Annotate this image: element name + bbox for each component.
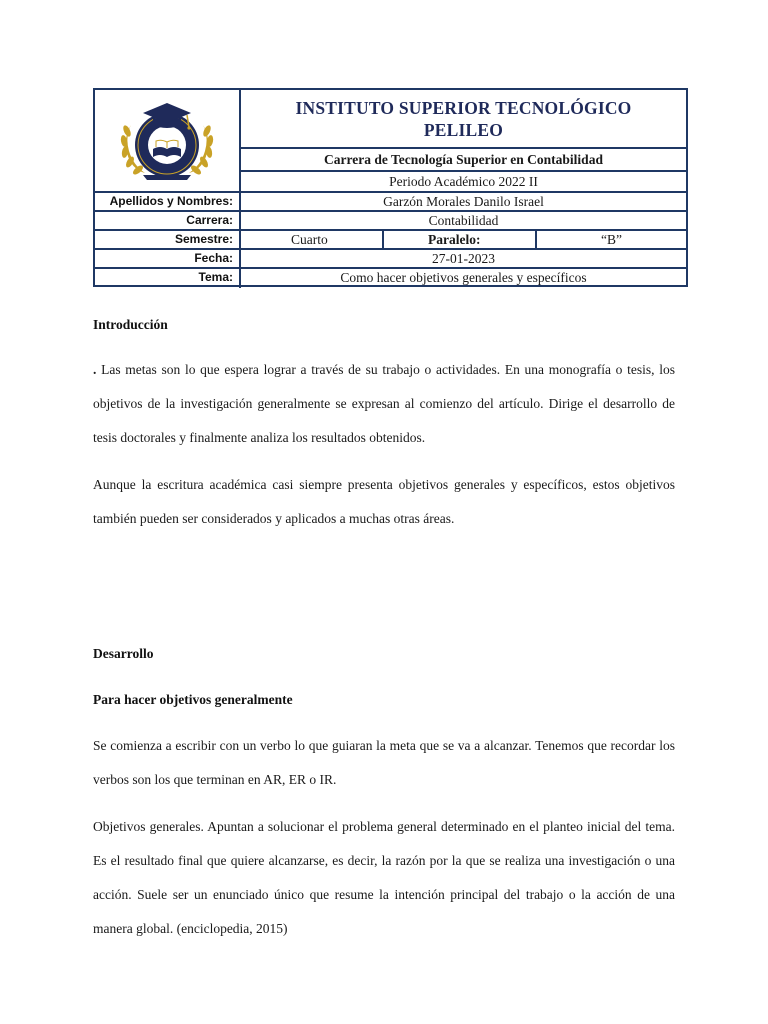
career-label: Carrera: xyxy=(95,212,241,229)
subsection-heading: Para hacer objetivos generalmente xyxy=(93,692,293,707)
row-career xyxy=(95,212,686,231)
development-paragraph-2: Objetivos generales. Apuntan a solucionar el problema general determinado en el planteo inicial del tema. Es el resultado final que quiere alcanzarse, es decir, la razón por la que se realiza una investigación o una acción. Suele ser un enunciado único que resume la intención principal del trabajo o la acción de una manera global. (enciclopedia, 2015) xyxy=(93,819,675,936)
semester-value: Cuarto xyxy=(241,231,384,248)
institute-logo xyxy=(113,95,221,187)
intro-paragraph-2: Aunque la escritura académica casi siempre presenta objetivos generales y específicos, estos objetivos también pueden ser considerados y aplicados a muchas otras áreas. xyxy=(93,477,675,526)
institute-title-line1: INSTITUTO SUPERIOR TECNOLÓGICO xyxy=(295,97,632,118)
names-label: Apellidos y Nombres: xyxy=(95,193,241,210)
institute-title-line2: PELILEO xyxy=(423,119,504,140)
intro-paragraph-1 xyxy=(93,353,675,455)
parallel-value: “B” xyxy=(601,232,622,247)
parallel-label: Paralelo: xyxy=(384,231,537,248)
development-heading: Desarrollo xyxy=(93,646,154,661)
intro-lead-dot: . xyxy=(93,362,97,377)
names-value: Garzón Morales Danilo Israel xyxy=(383,194,544,209)
date-value: 27-01-2023 xyxy=(432,251,495,266)
intro-heading: Introducción xyxy=(93,317,168,332)
header-table xyxy=(93,88,688,287)
row-topic xyxy=(95,269,686,288)
topic-label: Tema: xyxy=(95,269,241,288)
development-paragraph-1: Se comienza a escribir con un verbo lo que guiaran la meta que se va a alcanzar. Tenemos que recordar los verbos son los que terminan en AR, ER o IR. xyxy=(93,738,675,787)
topic-value: Como hacer objetivos generales y específicos xyxy=(340,270,587,285)
semester-label: Semestre: xyxy=(95,231,241,248)
academic-period: Periodo Académico 2022 II xyxy=(241,172,686,193)
intro-paragraph-1-text: Las metas son lo que espera lograr a través de su trabajo o actividades. En una monografía o tesis, los objetivos de la investigación generalmente se expresan al comienzo del artículo. Dirige el desarrollo de tesis doctorales y finalmente analiza los resultados obtenidos. xyxy=(93,362,675,445)
career-value: Contabilidad xyxy=(428,213,499,228)
row-date xyxy=(95,250,686,269)
row-names xyxy=(95,193,686,212)
institute-title-cell xyxy=(241,90,686,149)
career-title: Carrera de Tecnología Superior en Contabilidad xyxy=(241,149,686,172)
date-label: Fecha: xyxy=(95,250,241,267)
logo-cell xyxy=(95,90,241,193)
row-semester xyxy=(95,231,686,250)
